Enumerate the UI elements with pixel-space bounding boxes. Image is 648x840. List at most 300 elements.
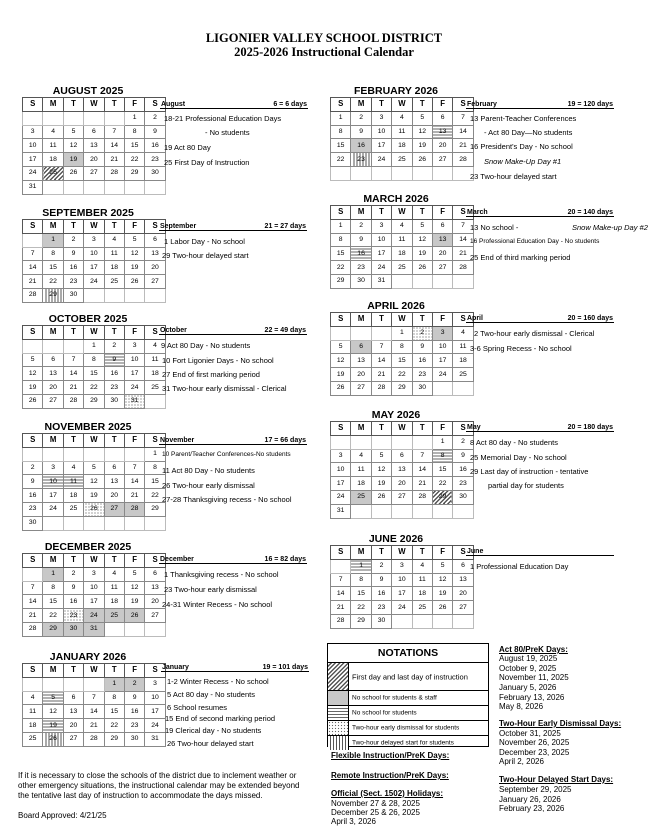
day-cell: 1 <box>331 219 351 233</box>
month-note-line: 25 First Day of Instruction <box>164 158 250 167</box>
day-cell: 9 <box>453 449 473 463</box>
day-cell: 25 <box>392 153 412 167</box>
day-cell: 5 <box>124 567 144 581</box>
month-day-count: 20 = 140 days <box>567 209 613 216</box>
week-row <box>331 354 474 368</box>
month-note-header <box>159 434 307 445</box>
day-cell: 14 <box>23 595 43 609</box>
day-cell: 17 <box>331 477 351 491</box>
day-cell: 29 <box>392 381 412 395</box>
weekday-header: T <box>412 546 432 560</box>
day-cell: 11 <box>392 125 412 139</box>
day-cell: 8 <box>43 581 63 595</box>
week-row <box>23 247 166 261</box>
day-cell: 20 <box>453 587 473 601</box>
month-title: JUNE 2026 <box>368 533 424 545</box>
day-cell: 20 <box>63 719 83 733</box>
weekday-header: T <box>104 554 124 568</box>
official-holiday-date: December 25 & 26, 2025 <box>331 808 420 817</box>
day-cell: 17 <box>84 595 104 609</box>
day-cell: 18 <box>412 587 432 601</box>
day-cell: 1 <box>392 326 412 340</box>
weekday-header: W <box>392 98 412 112</box>
day-cell: 2 <box>23 461 43 475</box>
weekday-header: F <box>432 422 452 436</box>
week-row <box>23 139 166 153</box>
day-cell <box>331 435 351 449</box>
day-cell: 4 <box>104 567 124 581</box>
day-cell: 17 <box>124 367 144 381</box>
month-note-line: 10 Parent/Teacher Conferences-No students <box>162 451 291 458</box>
day-cell: 25 <box>23 732 43 746</box>
month-note-line: Snow Make-up Day #2 <box>572 223 648 232</box>
month-note-line: 27 End of first marking period <box>162 370 260 379</box>
week-row <box>23 125 166 139</box>
day-cell: 7 <box>84 691 104 705</box>
day-cell: 22 <box>432 477 452 491</box>
week-row <box>331 368 474 382</box>
day-cell: 27 <box>84 166 104 180</box>
day-cell <box>371 435 391 449</box>
day-cell: 28 <box>453 153 473 167</box>
day-cell: 23 <box>104 381 124 395</box>
day-cell: 28 <box>124 502 144 516</box>
day-cell: 31 <box>84 622 104 636</box>
day-cell: 6 <box>43 353 63 367</box>
day-cell: 29 <box>43 288 63 302</box>
day-cell <box>371 166 391 180</box>
calendar-month <box>22 421 158 531</box>
calendar-title: 2025-2026 Instructional Calendar <box>234 45 414 59</box>
day-cell: 2 <box>63 233 83 247</box>
day-cell: 22 <box>392 368 412 382</box>
day-cell: 20 <box>43 381 63 395</box>
legend-label: Two-hour early dismissal for students <box>352 724 460 732</box>
month-note-line: 23 Two-hour delayed start <box>470 172 557 181</box>
day-cell: 30 <box>124 732 144 746</box>
weekday-header: S <box>331 313 351 327</box>
day-cell: 15 <box>392 354 412 368</box>
day-cell <box>145 516 165 530</box>
day-cell <box>453 381 473 395</box>
month-note-line: 13 Parent-Teacher Conferences <box>470 114 577 123</box>
weekday-header: S <box>23 220 43 234</box>
month-note-line: 11 Act 80 Day - No students <box>162 466 255 475</box>
month-title: FEBRUARY 2026 <box>353 85 439 97</box>
legend-label: No school for students <box>352 709 417 717</box>
day-cell: 22 <box>331 261 351 275</box>
day-cell: 13 <box>351 354 371 368</box>
day-cell: 29 <box>145 502 165 516</box>
month-note-header <box>161 661 309 672</box>
day-cell: 8 <box>43 247 63 261</box>
day-cell: 10 <box>23 139 43 153</box>
day-cell: 19 <box>412 139 432 153</box>
day-cell: 19 <box>432 587 452 601</box>
month-note-line: 26 Two-hour delayed start <box>167 739 254 748</box>
day-cell: 4 <box>453 326 473 340</box>
day-cell: 9 <box>351 233 371 247</box>
day-cell: 27 <box>104 502 124 516</box>
act80-date: November 11, 2025 <box>499 673 569 682</box>
day-cell: 12 <box>412 125 432 139</box>
month-note-line: 25 Memorial Day - No school <box>470 453 567 462</box>
weekday-header: S <box>331 422 351 436</box>
closing-statement: If it is necessary to close the schools of the district due to inclement weather or other emergency situations, the instructional calendar may be extended beyond the tentative last day of instruction to accommodate the days missed. <box>18 771 300 800</box>
weekday-header-row <box>23 434 166 448</box>
day-cell <box>124 516 144 530</box>
day-cell: 4 <box>43 125 63 139</box>
month-grid <box>330 312 474 396</box>
day-cell: 10 <box>84 247 104 261</box>
day-cell: 11 <box>453 340 473 354</box>
day-cell: 27 <box>351 381 371 395</box>
day-cell: 10 <box>124 353 144 367</box>
calendar-month <box>22 651 158 747</box>
day-cell: 21 <box>371 368 391 382</box>
day-cell <box>371 326 391 340</box>
weekday-header-row <box>23 98 166 112</box>
day-cell: 31 <box>23 180 43 194</box>
week-row <box>23 691 166 705</box>
day-cell: 23 <box>351 153 371 167</box>
month-grid <box>22 553 166 637</box>
month-title: SEPTEMBER 2025 <box>42 207 134 219</box>
day-cell: 28 <box>453 261 473 275</box>
day-cell: 3 <box>392 559 412 573</box>
day-cell: 13 <box>145 247 165 261</box>
weekday-header: W <box>392 313 412 327</box>
day-cell <box>84 111 104 125</box>
month-note-line: 25 End of third marking period <box>470 253 571 262</box>
day-cell: 25 <box>145 381 165 395</box>
week-row <box>23 261 166 275</box>
weekday-header: T <box>104 98 124 112</box>
weekday-header: W <box>84 98 104 112</box>
day-cell: 27 <box>432 261 452 275</box>
day-cell: 6 <box>432 111 452 125</box>
day-cell: 13 <box>392 463 412 477</box>
day-cell: 5 <box>43 691 63 705</box>
day-cell: 20 <box>432 247 452 261</box>
calendar-month <box>330 193 466 289</box>
calendar-month <box>330 300 466 396</box>
day-cell: 23 <box>412 368 432 382</box>
week-row <box>331 326 474 340</box>
day-cell: 20 <box>145 261 165 275</box>
day-cell: 1 <box>432 435 452 449</box>
day-cell: 12 <box>124 581 144 595</box>
day-cell: 9 <box>63 581 83 595</box>
day-cell <box>351 326 371 340</box>
weekday-header-row <box>331 313 474 327</box>
day-cell: 9 <box>104 353 124 367</box>
weekday-header-row <box>331 98 474 112</box>
month-note-title: May <box>467 424 481 431</box>
month-note-line: 27-28 Thanksgiving recess - No school <box>162 495 292 504</box>
weekday-header: W <box>84 554 104 568</box>
day-cell: 17 <box>371 247 391 261</box>
weekday-header: F <box>124 326 144 340</box>
day-cell <box>43 677 63 691</box>
weekday-header: M <box>43 554 63 568</box>
legend-swatch-gray <box>328 691 349 705</box>
day-cell: 13 <box>453 573 473 587</box>
month-day-count: 17 = 66 days <box>264 437 306 444</box>
day-cell: 19 <box>43 719 63 733</box>
week-row <box>23 502 166 516</box>
day-cell <box>392 435 412 449</box>
week-row <box>23 447 166 461</box>
day-cell: 29 <box>104 732 124 746</box>
weekday-header: M <box>351 313 371 327</box>
week-row <box>23 581 166 595</box>
day-cell: 24 <box>432 368 452 382</box>
day-cell: 19 <box>331 368 351 382</box>
day-cell <box>104 516 124 530</box>
day-cell: 24 <box>145 719 165 733</box>
week-row <box>23 353 166 367</box>
weekday-header: S <box>331 98 351 112</box>
day-cell: 1 <box>84 339 104 353</box>
day-cell: 1 <box>43 233 63 247</box>
month-note-title: September <box>160 223 197 230</box>
day-cell: 17 <box>432 354 452 368</box>
day-cell: 26 <box>412 153 432 167</box>
weekday-header: W <box>84 434 104 448</box>
month-note-header <box>466 98 614 109</box>
day-cell: 4 <box>63 461 83 475</box>
day-cell: 10 <box>371 125 391 139</box>
day-cell <box>43 516 63 530</box>
day-cell: 30 <box>63 288 83 302</box>
month-title: NOVEMBER 2025 <box>44 421 132 433</box>
day-cell <box>124 288 144 302</box>
month-note-line: 8 Act 80 day - No students <box>470 438 558 447</box>
month-note-line: partial day for students <box>488 481 564 490</box>
day-cell: 2 <box>351 111 371 125</box>
day-cell: 26 <box>84 502 104 516</box>
month-note-header <box>160 98 308 109</box>
month-note-line: 24-31 Winter Recess - No school <box>162 600 273 609</box>
day-cell: 3 <box>84 233 104 247</box>
legend-early-dismissal <box>328 721 488 736</box>
day-cell <box>63 180 83 194</box>
day-cell: 3 <box>124 339 144 353</box>
day-cell: 4 <box>392 219 412 233</box>
day-cell <box>392 504 412 518</box>
month-note-line: 18-21 Professional Education Days <box>164 114 282 123</box>
day-cell: 20 <box>104 489 124 503</box>
weekday-header: F <box>432 313 452 327</box>
day-cell: 15 <box>145 475 165 489</box>
day-cell <box>412 614 432 628</box>
day-cell: 5 <box>371 449 391 463</box>
early-dismissal-date: December 23, 2025 <box>499 748 570 757</box>
day-cell: 27 <box>432 153 452 167</box>
week-row <box>331 463 474 477</box>
day-cell: 9 <box>412 340 432 354</box>
day-cell: 7 <box>104 125 124 139</box>
early-dismissal-heading: Two-Hour Early Dismissal Days: <box>499 719 622 728</box>
week-row <box>23 111 166 125</box>
early-dismissal-date: November 26, 2025 <box>499 738 570 747</box>
weekday-header: S <box>145 220 165 234</box>
day-cell: 3 <box>331 449 351 463</box>
day-cell: 1 <box>43 567 63 581</box>
day-cell: 30 <box>145 166 165 180</box>
weekday-header: M <box>43 434 63 448</box>
day-cell <box>351 435 371 449</box>
weekday-header: M <box>43 98 63 112</box>
act80-date: February 13, 2026 <box>499 693 565 702</box>
official-holiday-date: November 27 & 28, 2025 <box>331 799 420 808</box>
month-note-title: December <box>160 556 194 563</box>
day-cell: 2 <box>371 559 391 573</box>
weekday-header: S <box>145 98 165 112</box>
weekday-header: T <box>63 664 83 678</box>
day-cell: 28 <box>104 166 124 180</box>
day-cell: 2 <box>453 435 473 449</box>
week-row <box>331 559 474 573</box>
weekday-header: S <box>23 98 43 112</box>
act80-date: May 8, 2026 <box>499 702 544 711</box>
day-cell: 13 <box>145 581 165 595</box>
week-row <box>23 288 166 302</box>
week-row <box>331 587 474 601</box>
weekday-header: T <box>104 664 124 678</box>
weekday-header: F <box>432 98 452 112</box>
weekday-header: T <box>412 422 432 436</box>
day-cell <box>124 622 144 636</box>
day-cell: 29 <box>432 490 452 504</box>
month-note-line: 26 Two-hour early dismissal <box>162 481 255 490</box>
day-cell: 31 <box>124 394 144 408</box>
day-cell: 14 <box>453 125 473 139</box>
day-cell: 28 <box>63 394 83 408</box>
day-cell: 12 <box>412 233 432 247</box>
month-day-count: 19 = 101 days <box>262 664 308 671</box>
day-cell <box>453 504 473 518</box>
day-cell <box>104 622 124 636</box>
month-note-line: 6 School resumes <box>167 703 228 712</box>
month-grid <box>22 325 166 409</box>
week-row <box>331 219 474 233</box>
day-cell: 3 <box>145 677 165 691</box>
weekday-header: T <box>371 98 391 112</box>
day-cell: 10 <box>432 340 452 354</box>
day-cell: 20 <box>432 139 452 153</box>
day-cell <box>23 233 43 247</box>
day-cell: 13 <box>104 475 124 489</box>
weekday-header: S <box>331 546 351 560</box>
day-cell: 22 <box>84 381 104 395</box>
day-cell: 13 <box>432 233 452 247</box>
month-day-count: 21 = 27 days <box>264 223 306 230</box>
month-title: APRIL 2026 <box>367 300 425 312</box>
weekday-header: F <box>124 220 144 234</box>
day-cell <box>84 677 104 691</box>
week-row <box>23 622 166 636</box>
day-cell: 13 <box>84 139 104 153</box>
day-cell: 18 <box>145 367 165 381</box>
day-cell: 31 <box>145 732 165 746</box>
day-cell: 21 <box>453 247 473 261</box>
day-cell: 2 <box>63 567 83 581</box>
board-approved: Board Approved: 4/21/25 <box>18 811 107 820</box>
day-cell: 12 <box>371 463 391 477</box>
legend-label: First day and last day of instruction <box>352 672 468 681</box>
day-cell: 23 <box>63 609 83 623</box>
day-cell <box>432 504 452 518</box>
weekday-header: T <box>63 554 83 568</box>
day-cell: 6 <box>84 125 104 139</box>
day-cell <box>432 614 452 628</box>
legend-delayed-start <box>328 736 488 750</box>
weekday-header: F <box>432 546 452 560</box>
weekday-header: F <box>124 664 144 678</box>
day-cell: 21 <box>23 275 43 289</box>
day-cell: 8 <box>432 449 452 463</box>
calendar-month <box>330 533 466 629</box>
day-cell: 25 <box>43 166 63 180</box>
weekday-header: S <box>453 98 473 112</box>
day-cell: 27 <box>392 490 412 504</box>
weekday-header: T <box>63 434 83 448</box>
day-cell: 2 <box>412 326 432 340</box>
month-note-title: January <box>162 664 189 671</box>
day-cell: 23 <box>351 261 371 275</box>
day-cell: 21 <box>63 381 83 395</box>
day-cell: 9 <box>63 247 83 261</box>
day-cell: 16 <box>453 463 473 477</box>
day-cell: 17 <box>392 587 412 601</box>
official-holidays-heading: Official (Sect. 1502) Holidays: <box>331 789 444 798</box>
month-grid <box>330 421 474 519</box>
month-note-line: 3-6 Spring Recess - No school <box>470 344 572 353</box>
day-cell: 11 <box>43 139 63 153</box>
day-cell: 30 <box>63 622 83 636</box>
weekday-header: T <box>371 313 391 327</box>
day-cell: 18 <box>351 477 371 491</box>
day-cell <box>412 504 432 518</box>
week-row <box>331 449 474 463</box>
day-cell: 24 <box>331 490 351 504</box>
weekday-header: T <box>104 326 124 340</box>
day-cell: 18 <box>104 595 124 609</box>
day-cell: 8 <box>145 461 165 475</box>
day-cell: 21 <box>412 477 432 491</box>
day-cell: 16 <box>145 139 165 153</box>
day-cell: 15 <box>331 247 351 261</box>
day-cell: 27 <box>43 394 63 408</box>
week-row <box>23 609 166 623</box>
day-cell: 3 <box>43 461 63 475</box>
day-cell <box>43 339 63 353</box>
month-note-line: 29 Last day of instruction - tentative <box>470 467 589 476</box>
week-row <box>23 595 166 609</box>
day-cell: 1 <box>104 677 124 691</box>
day-cell <box>412 435 432 449</box>
day-cell: 23 <box>145 153 165 167</box>
day-cell <box>412 166 432 180</box>
day-cell: 16 <box>351 139 371 153</box>
day-cell: 2 <box>124 677 144 691</box>
week-row <box>331 111 474 125</box>
week-row <box>23 732 166 746</box>
day-cell: 24 <box>124 381 144 395</box>
month-note-header <box>159 324 307 335</box>
